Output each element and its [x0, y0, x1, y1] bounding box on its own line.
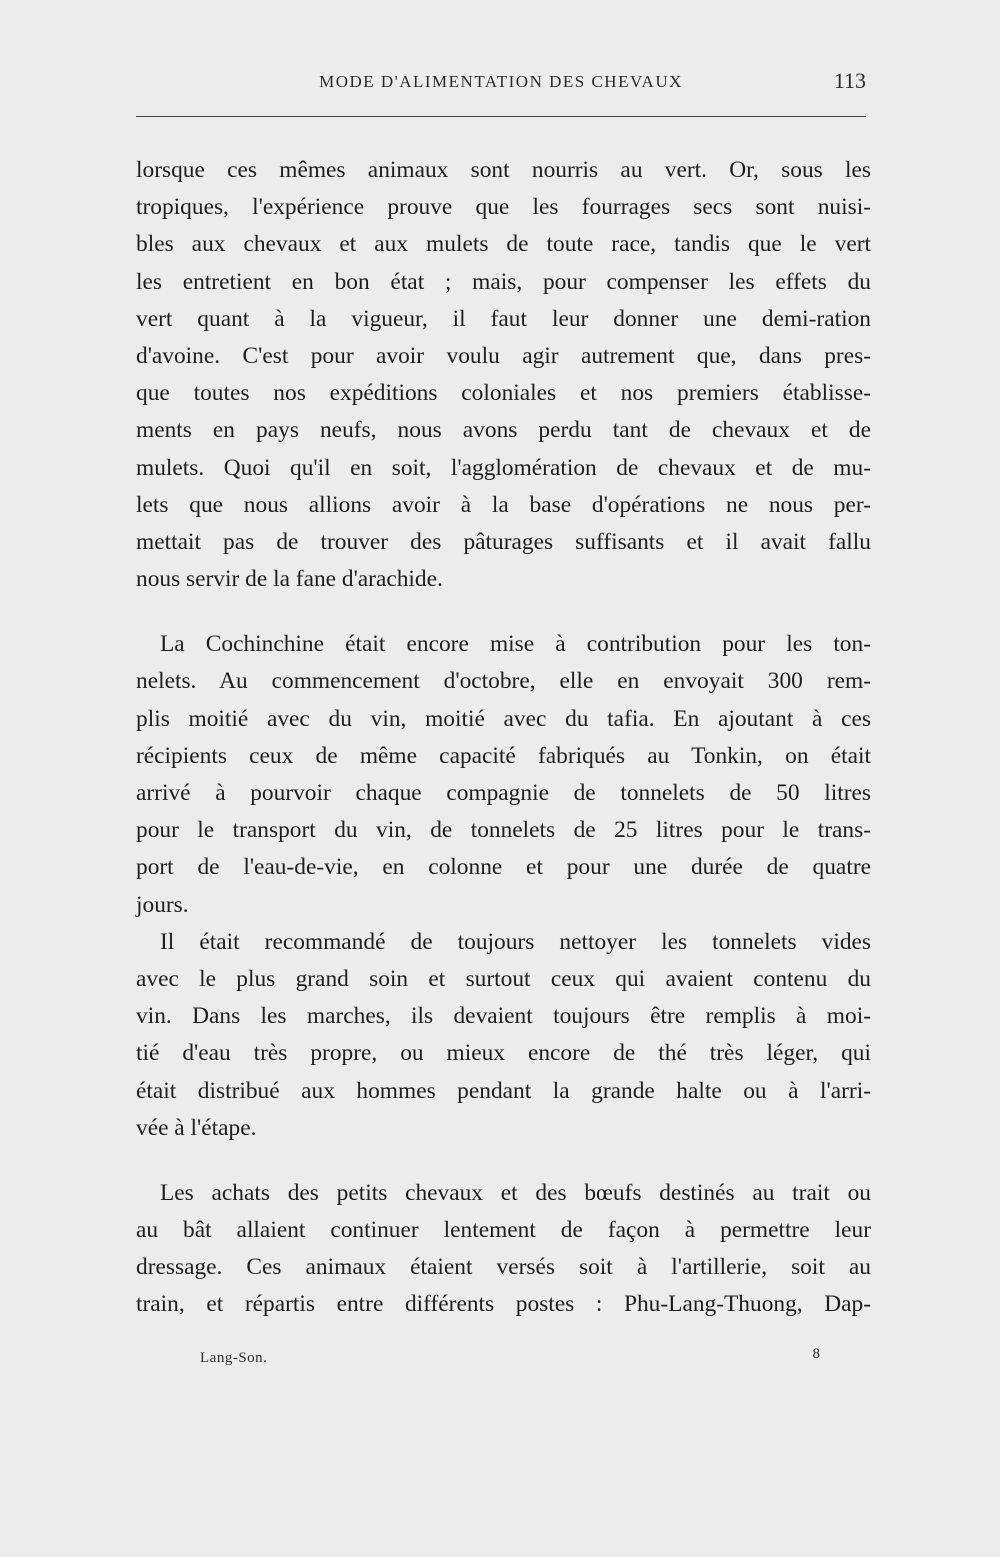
text-line: les entretient en bon état ; mais, pour compenser les effets du — [136, 268, 871, 295]
paragraph-2 — [136, 626, 871, 924]
paragraph-4 — [136, 1175, 871, 1324]
text-line: vée à l'étape. — [136, 1114, 257, 1141]
page-header — [136, 70, 866, 100]
page-number: 113 — [833, 68, 866, 93]
body-text — [136, 152, 871, 1324]
text-line: La Cochinchine était encore mise à contribution pour les ton- — [160, 631, 871, 658]
text-line: arrivé à pourvoir chaque compagnie de tonnelets de 50 litres — [136, 780, 871, 806]
text-line: pour le transport du vin, de tonnelets de 25 litres pour le trans- — [136, 817, 871, 844]
text-line: lets que nous allions avoir à la base d'opérations ne nous per- — [136, 491, 871, 518]
text-line: ments en pays neufs, nous avons perdu tant de chevaux et de — [136, 417, 871, 444]
signature-number: 8 — [812, 1346, 820, 1362]
text-line: plis moitié avec du vin, moitié avec du tafia. En ajoutant à ces — [136, 705, 871, 732]
text-line: train, et répartis entre différents postes : Phu-Lang-Thuong, Dap- — [136, 1291, 871, 1318]
text-line: nelets. Au commencement d'octobre, elle en envoyait 300 rem- — [136, 668, 871, 695]
text-line: d'avoine. C'est pour avoir voulu agir autrement que, dans pres- — [136, 342, 871, 369]
running-title: MODE D'ALIMENTATION DES CHEVAUX — [319, 72, 683, 91]
paragraph-1 — [136, 152, 871, 598]
text-line: port de l'eau-de-vie, en colonne et pour une durée de quatre — [136, 854, 871, 881]
text-line: jours. — [136, 891, 189, 918]
text-line: lorsque ces mêmes animaux sont nourris au vert. Or, sous les — [136, 157, 871, 183]
text-line: que toutes nos expéditions coloniales et nos premiers établisse- — [136, 380, 871, 407]
text-line: avec le plus grand soin et surtout ceux qui avaient contenu du — [136, 965, 871, 992]
text-line: récipients ceux de même capacité fabriqués au Tonkin, on était — [136, 742, 871, 769]
text-line: bles aux chevaux et aux mulets de toute race, tandis que le vert — [136, 231, 871, 258]
page-footer — [200, 1344, 820, 1374]
signature-mark: Lang-Son. — [200, 1350, 268, 1366]
text-line: au bât allaient continuer lentement de façon à permettre leur — [136, 1217, 871, 1244]
text-line: tié d'eau très propre, ou mieux encore de thé très léger, qui — [136, 1040, 871, 1067]
paragraph-3 — [136, 924, 871, 1147]
text-line: vin. Dans les marches, ils devaient toujours être remplis à moi- — [136, 1003, 871, 1030]
text-line: Les achats des petits chevaux et des bœufs destinés au trait ou — [160, 1179, 871, 1206]
text-line: mulets. Quoi qu'il en soit, l'agglomération de chevaux et de mu- — [136, 454, 871, 481]
text-line: nous servir de la fane d'arachide. — [136, 566, 443, 593]
text-line: Il était recommandé de toujours nettoyer les tonnelets vides — [160, 928, 871, 955]
text-line: vert quant à la vigueur, il faut leur donner une demi-ration — [136, 305, 871, 332]
text-line: dressage. Ces animaux étaient versés soit à l'artillerie, soit au — [136, 1254, 871, 1281]
header-rule — [136, 116, 866, 117]
text-line: était distribué aux hommes pendant la grande halte ou à l'arri- — [136, 1077, 871, 1104]
text-line: mettait pas de trouver des pâturages suffisants et il avait fallu — [136, 528, 871, 555]
text-line: tropiques, l'expérience prouve que les fourrages secs sont nuisi- — [136, 194, 871, 221]
